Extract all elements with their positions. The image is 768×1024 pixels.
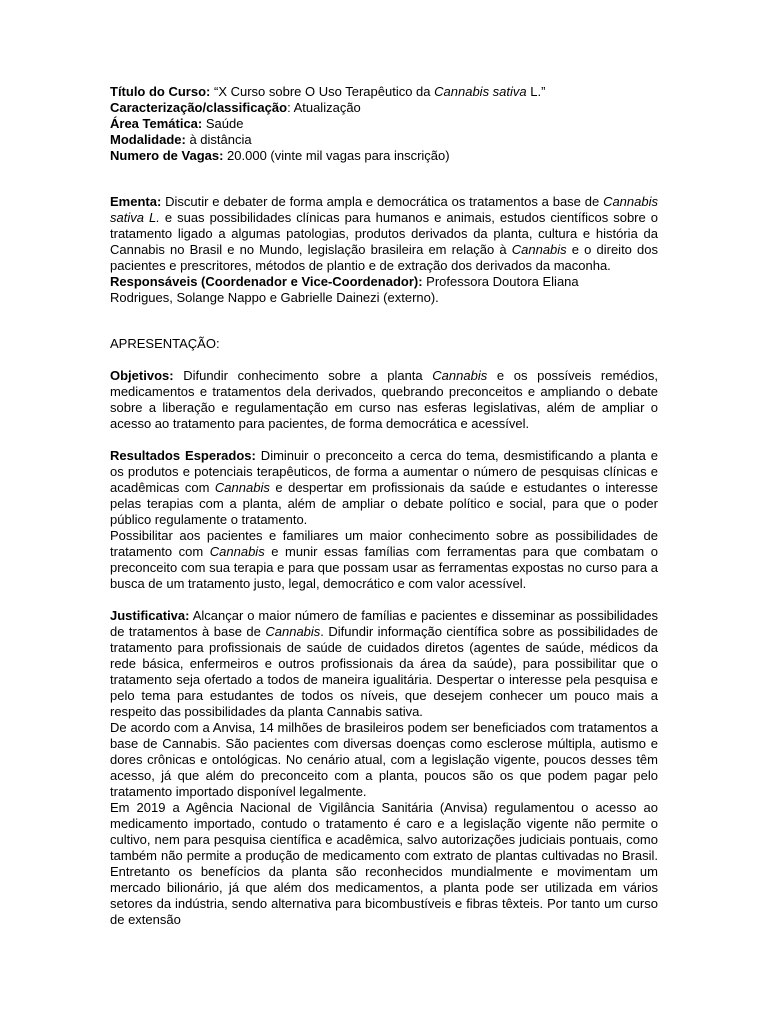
objectives-label: Objetivos: bbox=[110, 368, 174, 383]
justification-paragraph bbox=[110, 608, 658, 720]
results-text-4: e munir essas famílias com ferramentas para que combatam o preconceito com sua terapia e para que possam usar as ferramentas expostas no curso para a busca de um tratamento justo, legal, democrático e com valor acessível. bbox=[110, 544, 658, 591]
objectives-paragraph bbox=[110, 368, 658, 432]
ementa-paragraph bbox=[110, 194, 658, 274]
justification-cannabis: Cannabis bbox=[265, 624, 321, 639]
responsible-names-2: Rodrigues, Solange Nappo e Gabrielle Dainezi (externo). bbox=[110, 290, 439, 305]
justification-label: Justificativa: bbox=[110, 608, 190, 623]
vacancies-label: Numero de Vagas: bbox=[110, 148, 224, 163]
thematic-area-line bbox=[110, 116, 658, 132]
course-title-line bbox=[110, 84, 658, 100]
objectives-text-1: Difundir conhecimento sobre a planta bbox=[173, 368, 433, 383]
ementa-text-3: e o direito dos pacientes e prescritores, métodos de plantio e de extração dos derivados da maconha. bbox=[110, 242, 658, 273]
classification-label: Caracterização/classificação bbox=[110, 100, 288, 115]
objectives-cannabis: Cannabis bbox=[432, 368, 488, 383]
classification-line bbox=[110, 100, 658, 116]
ementa-species: Cannabis sativa L. bbox=[110, 194, 658, 225]
results-label: Resultados Esperados: bbox=[110, 448, 256, 463]
results-text-1: Diminuir o preconceito a cerca do tema, desmistificando a planta e os produtos e potenciais terapêuticos, de forma a aumentar o número de pesquisas clínicas e acadêmicas com bbox=[110, 448, 658, 495]
justification-text-1: Alcançar o maior número de famílias e pacientes e disseminar as possibilidades de tratamentos à base de bbox=[110, 608, 658, 639]
document-body bbox=[110, 84, 658, 928]
objectives-text-2: e os possíveis remédios, medicamentos e tratamentos dela derivados, quebrando preconceitos e ampliando o debate sobre a liberação e regulamentação em curso nas esferas legislativas, além de ampliar o acesso ao tratamento para pacientes, de forma democrática e acessível. bbox=[110, 368, 658, 431]
results-cannabis: Cannabis bbox=[214, 480, 270, 495]
vacancies-line bbox=[110, 148, 658, 164]
ementa-text-1: Discutir e debater de forma ampla e democrática os tratamentos a base de bbox=[161, 194, 604, 209]
responsible-line-2 bbox=[110, 290, 658, 306]
justification-text-2: . Difundir informação científica sobre as possibilidades de tratamento para profissionais de saúde de cuidados diretos (agentes de saúde, médicos da rede básica, enfermeiros e outros profissionais da área da saúde), para possibilitar que o tratamento seja ofertado a todos de maneira igualitária. Despertar o interesse pela pesquisa e pelo tema para estudantes de todos os níveis, que desejem conhecer um pouco mais a respeito das possibilidades da planta Cannabis sativa. bbox=[110, 624, 659, 719]
ementa-text-2: e suas possibilidades clínicas para humanos e animais, estudos científicos sobre o tratamento ligado a algumas patologias, produtos derivados da planta, cultura e história da Cannabis no Brasil e no Mundo, legislação brasileira em relação à bbox=[110, 210, 658, 257]
results-paragraph bbox=[110, 448, 658, 528]
ementa-cannabis: Cannabis bbox=[511, 242, 567, 257]
results-text-2: e despertar em profissionais da saúde e estudantes o interesse pelas terapias com a planta, além de ampliar o debate político e social, para que o poder público regulamente o tratamento. bbox=[110, 480, 658, 527]
responsible-line-1 bbox=[110, 274, 658, 290]
course-title-species: Cannabis sativa bbox=[434, 84, 527, 99]
vacancies-value: 20.000 (vinte mil vagas para inscrição) bbox=[223, 148, 450, 163]
responsible-label: Responsáveis (Coordenador e Vice-Coordenador): bbox=[110, 274, 423, 289]
course-title-label: Título do Curso: bbox=[110, 84, 211, 99]
classification-value: : Atualização bbox=[287, 100, 361, 115]
thematic-area-label: Área Temática: bbox=[110, 116, 203, 131]
results-cannabis-2: Cannabis bbox=[209, 544, 265, 559]
modality-label: Modalidade: bbox=[110, 132, 186, 147]
presentation-heading: APRESENTAÇÃO: bbox=[110, 336, 220, 351]
results-text-3: Possibilitar aos pacientes e familiares um maior conhecimento sobre as possibilidades de tratamento com bbox=[110, 528, 658, 559]
responsible-names-1: Professora Doutora Eliana bbox=[422, 274, 579, 289]
justification-paragraph-2: De acordo com a Anvisa, 14 milhões de brasileiros podem ser beneficiados com tratamentos a base de Cannabis. São pacientes com diversas doenças como esclerose múltipla, autismo e dores crônicas e ontológicas. No cenário atual, com a legislação vigente, poucos desses têm acesso, já que além do preconceito com a planta, poucos são os que podem pagar pelo tratamento importado disponível legalmente. bbox=[110, 720, 658, 799]
results-paragraph-2 bbox=[110, 528, 658, 592]
ementa-label: Ementa: bbox=[110, 194, 162, 209]
modality-line bbox=[110, 132, 658, 148]
course-title-end: L.” bbox=[526, 84, 546, 99]
modality-value: à distância bbox=[185, 132, 252, 147]
course-title-text: “X Curso sobre O Uso Terapêutico da bbox=[210, 84, 435, 99]
justification-paragraph-3: Em 2019 a Agência Nacional de Vigilância Sanitária (Anvisa) regulamentou o acesso ao medicamento importado, contudo o tratamento é caro e a legislação vigente não permite o cultivo, nem para pesquisa científica e acadêmica, salvo autorizações judiciais pontuais, como também não permite a produção de medicamento com extrato de plantas cultivadas no Brasil. Entretanto os benefícios da planta são reconhecidos mundialmente e movimentam um mercado bilionário, já que além dos medicamentos, a planta pode ser utilizada em vários setores da indústria, sendo alternativa para bicombustíveis e fibras têxteis. Por tanto um curso de extensão bbox=[110, 800, 658, 927]
thematic-area-value: Saúde bbox=[202, 116, 244, 131]
